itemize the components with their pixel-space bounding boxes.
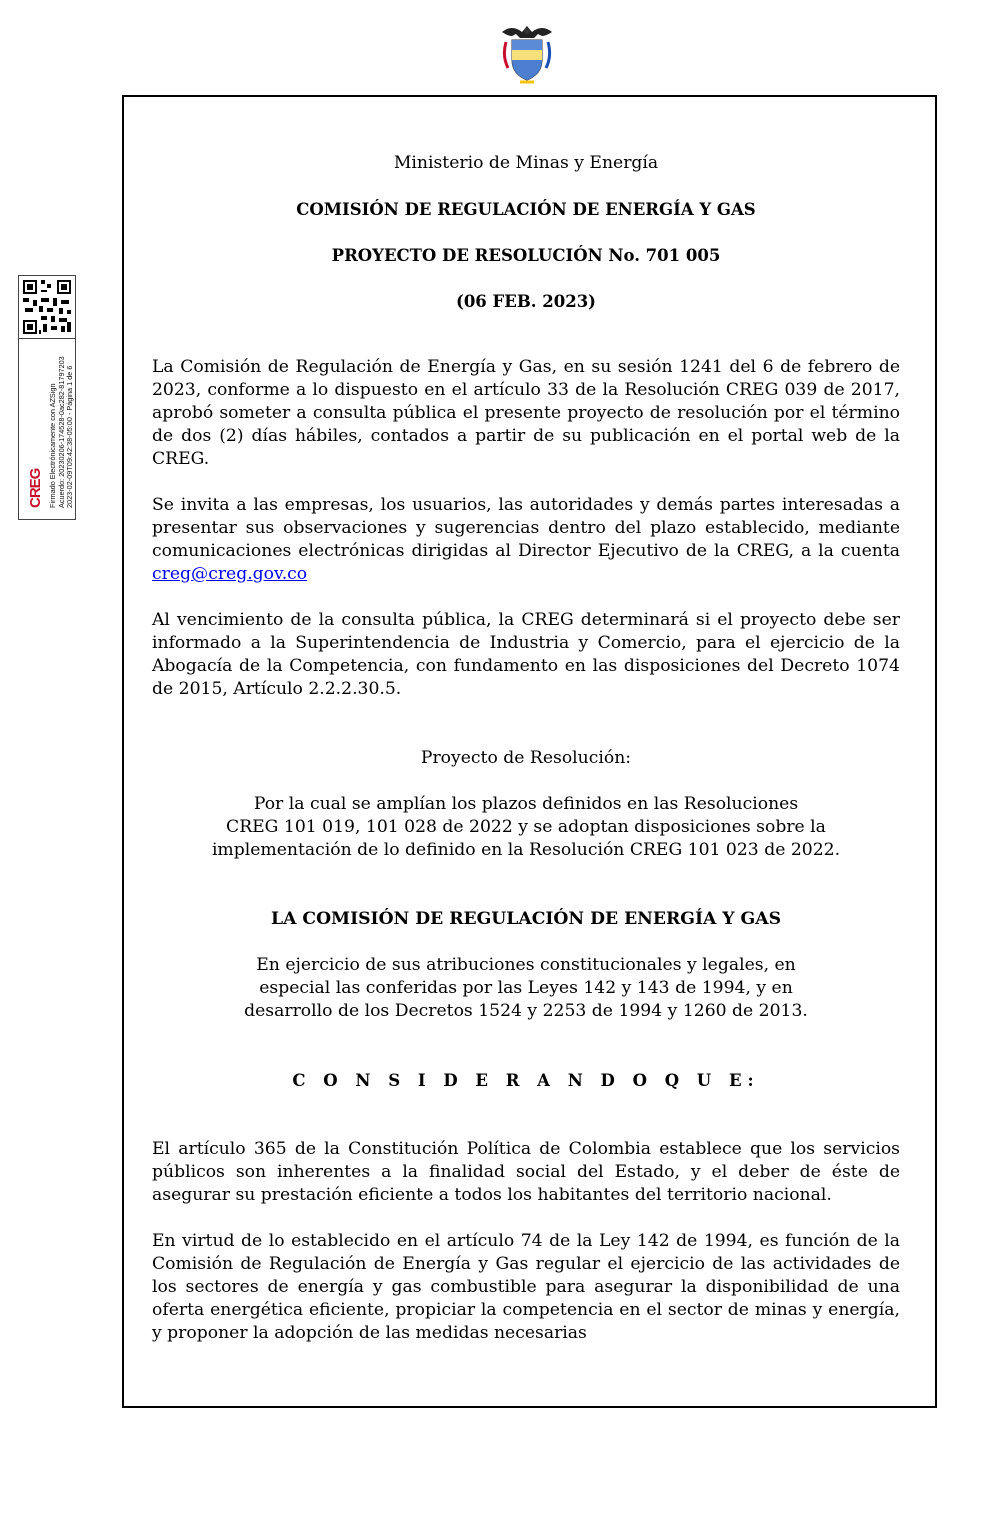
coat-of-arms-icon — [498, 22, 556, 84]
project-summary-line-2: CREG 101 019, 101 028 de 2022 y se adoptan disposiciones sobre la — [226, 817, 826, 837]
qr-code-icon — [21, 278, 73, 336]
electronic-signature-stamp — [18, 275, 76, 520]
intro-paragraph-2-text: Se invita a las empresas, los usuarios, las autoridades y demás partes interesadas a presentar sus observaciones y sugerencias dentro del plazo establecido, mediante comunicaciones electrónicas dirigidas al Director Ejecutivo de la CREG, a la cuenta — [152, 495, 900, 561]
signature-line-2: Acuerdo: 20230206-174528-0ac282-81797203 — [56, 356, 66, 508]
email-link[interactable]: creg@creg.gov.co — [152, 564, 308, 584]
signature-details — [49, 356, 75, 508]
considering-paragraph-2: En virtud de lo establecido en el artículo 74 de la Ley 142 de 1994, es función de la Comisión de Regulación de Energía y Gas regular el ejercicio de las actividades de los sectores de energía y gas combustible para asegurar la disponibilidad de una oferta energética eficiente, propiciar la competencia en el sector de minas y energía, y proponer la adopción de las medidas necesarias — [152, 1231, 900, 1343]
commission-title: COMISIÓN DE REGULACIÓN DE ENERGÍA Y GAS — [296, 200, 756, 219]
project-summary-line-3: implementación de lo definido en la Resolución CREG 101 023 de 2022. — [211, 840, 841, 860]
project-summary-line-1: Por la cual se amplían los plazos definidos en las Resoluciones — [253, 794, 799, 814]
document-frame — [122, 95, 937, 1408]
resolution-date: (06 FEB. 2023) — [456, 292, 596, 311]
creg-logo: CREG — [27, 468, 44, 508]
ministry-name: Ministerio de Minas y Energía — [393, 153, 659, 173]
commission-heading: LA COMISIÓN DE REGULACIÓN DE ENERGÍA Y GAS — [271, 909, 781, 929]
powers-statement — [152, 954, 900, 1023]
considering-heading: C O N S I D E R A N D O Q U E: — [292, 1071, 760, 1090]
project-label: Proyecto de Resolución: — [420, 748, 632, 768]
intro-paragraph-3: Al vencimiento de la consulta pública, la CREG determinará si el proyecto debe ser informado a la Superintendencia de Industria y Comercio, para el ejercicio de la Abogacía de la Competencia, con fundamento en las disposiciones del Decreto 1074 de 2015, Artículo 2.2.2.30.5. — [152, 610, 900, 699]
stamp-divider — [19, 338, 75, 339]
powers-line-3: desarrollo de los Decretos 1524 y 2253 de 1994 y 1260 de 2013. — [244, 1001, 808, 1021]
powers-line-1: En ejercicio de sus atribuciones constitucionales y legales, en — [256, 955, 796, 975]
intro-paragraph-1: La Comisión de Regulación de Energía y Gas, en su sesión 1241 del 6 de febrero de 2023, conforme a lo dispuesto en el artículo 33 de la Resolución CREG 039 de 2017, aprobó someter a consulta pública el presente proyecto de resolución por el término de dos (2) días hábiles, contados a partir de su publicación en el portal web de la CREG. — [152, 357, 900, 469]
document-body — [152, 152, 900, 1345]
signature-line-1: Firmado Electrónicamente con AZSign — [48, 383, 57, 508]
intro-paragraph-2 — [152, 494, 900, 586]
resolution-number: PROYECTO DE RESOLUCIÓN No. 701 005 — [331, 246, 721, 265]
project-summary — [152, 793, 900, 862]
signature-line-3: 2023-02-09T09:42:38-05:00 - Página 1 de 6 — [65, 365, 74, 508]
considering-paragraph-1: El artículo 365 de la Constitución Política de Colombia establece que los servicios públicos son inherentes a la finalidad social del Estado, y el deber de éste de asegurar su prestación eficiente a todos los habitantes del territorio nacional. — [152, 1139, 900, 1205]
powers-line-2: especial las conferidas por las Leyes 142 y 143 de 1994, y en — [259, 978, 793, 998]
